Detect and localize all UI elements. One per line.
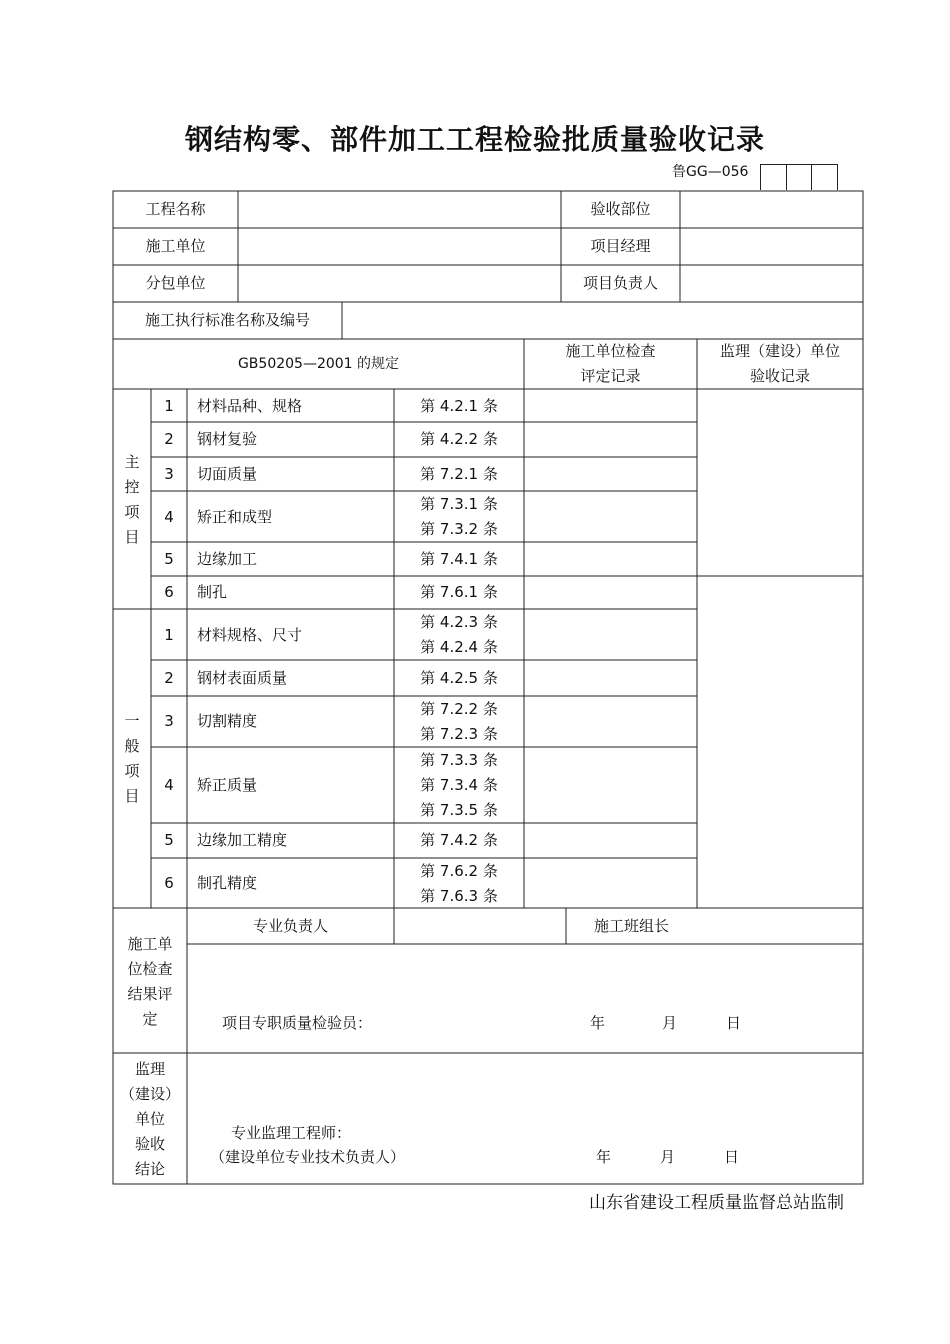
owner-tech-lead-label: （建设单位专业技术负责人） [210,1148,406,1166]
day-label: 日 [726,1014,742,1032]
row-clause: 第 7.4.2 条 [420,831,498,849]
team-leader-label: 施工班组长 [593,917,669,935]
issuer-footer: 山东省建设工程质量监督总站监制 [589,1193,844,1213]
row-no: 1 [164,626,174,644]
row-item: 边缘加工精度 [197,831,288,849]
construction-unit-label: 施工单位 [145,237,206,255]
row-clause: 第 7.2.1 条 [420,465,498,483]
row-item: 切割精度 [197,712,258,730]
quality-inspector-label: 项目专职质量检验员： [222,1014,373,1032]
row-item: 钢材复验 [197,430,258,448]
row-clause: 第 7.3.3 条 第 7.3.4 条 第 7.3.5 条 [420,751,498,819]
row-item: 制孔精度 [197,874,258,892]
specialist-label: 专业负责人 [252,917,328,935]
row-item: 制孔 [197,583,228,601]
standard-name-label: 施工执行标准名称及编号 [144,311,310,329]
subcontract-unit-label: 分包单位 [145,274,206,292]
month-label: 月 [660,1148,676,1166]
month-label: 月 [662,1014,678,1032]
row-item: 钢材表面质量 [197,669,288,687]
form-code: 鲁GG—056 [672,164,749,180]
row-no: 5 [164,550,174,568]
general-items-label: 一 般 项 目 [124,712,140,805]
row-item: 材料规格、尺寸 [197,626,303,644]
row-clause: 第 4.2.5 条 [420,669,498,687]
page-title: 钢结构零、部件加工工程检验批质量验收记录 [184,123,765,156]
row-no: 2 [164,669,174,687]
row-clause: 第 7.6.2 条 第 7.6.3 条 [420,862,498,905]
row-no: 4 [164,776,174,794]
row-item: 矫正质量 [197,776,258,794]
row-clause: 第 7.4.1 条 [420,550,498,568]
row-item: 边缘加工 [197,550,258,568]
project-name-label: 工程名称 [145,200,206,218]
day-label: 日 [724,1148,740,1166]
row-clause: 第 7.3.1 条 第 7.3.2 条 [420,495,498,538]
row-no: 6 [164,874,174,892]
row-no: 6 [164,583,174,601]
row-no: 5 [164,831,174,849]
project-manager-label: 项目经理 [590,237,651,255]
row-clause: 第 4.2.1 条 [420,397,498,415]
row-clause: 第 4.2.2 条 [420,430,498,448]
accept-record-header: 监理（建设）单位 验收记录 [719,342,840,385]
project-leader-label: 项目负责人 [582,274,658,292]
row-no: 4 [164,508,174,526]
row-no: 2 [164,430,174,448]
row-no: 1 [164,397,174,415]
row-item: 矫正和成型 [197,508,273,526]
inspection-part-label: 验收部位 [590,200,651,218]
row-no: 3 [164,712,174,730]
row-item: 切面质量 [197,465,258,483]
row-clause: 第 7.6.1 条 [420,583,498,601]
year-label: 年 [590,1014,606,1032]
supervision-label: 监理 （建设） 单位 验收 结论 [119,1060,180,1178]
year-label: 年 [596,1148,612,1166]
row-clause: 第 4.2.3 条 第 4.2.4 条 [420,613,498,656]
main-control-label: 主 控 项 目 [124,453,140,546]
row-item: 材料品种、规格 [197,397,303,415]
row-clause: 第 7.2.2 条 第 7.2.3 条 [420,700,498,743]
check-result-label: 施工单 位检查 结果评 定 [127,935,173,1028]
check-record-header: 施工单位检查 评定记录 [565,342,656,385]
spec-column-header: GB50205—2001 的规定 [237,356,400,372]
supervising-engineer-label: 专业监理工程师： [231,1124,352,1142]
row-no: 3 [164,465,174,483]
